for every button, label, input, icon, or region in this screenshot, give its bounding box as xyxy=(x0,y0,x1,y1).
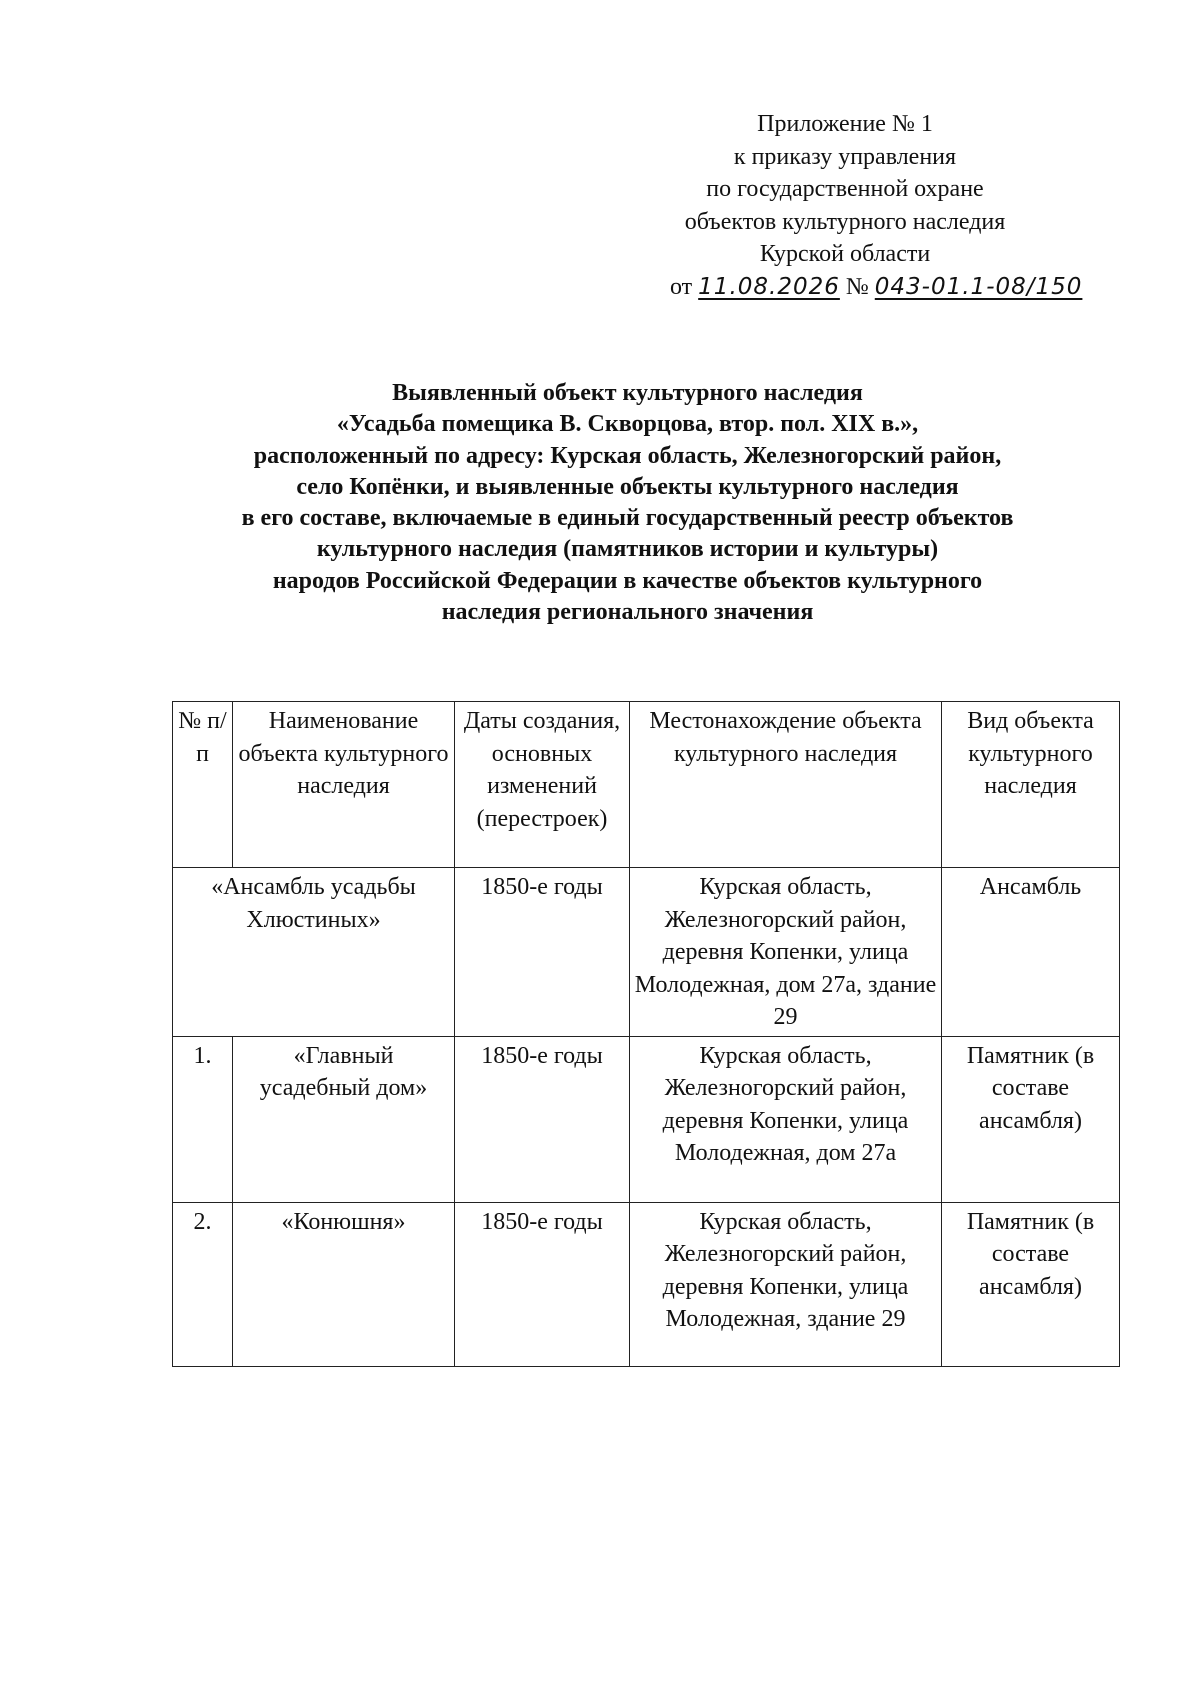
table-row-ensemble xyxy=(173,868,1120,1037)
header-name: Наименование объекта культурного наследия xyxy=(233,702,455,868)
order-date: 11.08.2026 xyxy=(698,273,840,300)
order-number: 043-01.1-08/150 xyxy=(874,273,1083,300)
row-type: Памятник (в составе ансамбля) xyxy=(942,1036,1120,1202)
appendix-line: по государственной охране xyxy=(706,176,984,202)
row-type: Памятник (в составе ансамбля) xyxy=(942,1202,1120,1366)
table-row xyxy=(173,1202,1120,1366)
row-number: 2. xyxy=(173,1202,233,1366)
appendix-line: к приказу управления xyxy=(733,143,957,170)
header-dates: Даты создания, основных изменений (перестроек) xyxy=(455,702,630,868)
header-type: Вид объекта культурного наследия xyxy=(942,702,1120,868)
document-title xyxy=(160,378,1095,628)
order-line xyxy=(640,271,1083,304)
appendix-line: Приложение № 1 xyxy=(757,111,933,137)
title-line: «Усадьба помещика В. Скворцова, втор. пол. XIX в.», xyxy=(336,411,919,438)
row-number: 1. xyxy=(173,1036,233,1202)
row-dates: 1850-е годы xyxy=(455,1202,630,1366)
appendix-line: объектов культурного наследия xyxy=(684,208,1006,235)
row-dates: 1850-е годы xyxy=(455,1036,630,1202)
ensemble-name: «Ансамбль усадьбы Хлюстиных» xyxy=(173,868,455,1037)
title-line: культурного наследия (памятников истории и культуры) xyxy=(316,536,939,563)
row-name: «Конюшня» xyxy=(233,1202,455,1366)
header-number: № п/п xyxy=(173,702,233,868)
ensemble-dates: 1850-е годы xyxy=(455,868,630,1037)
title-line: народов Российской Федерации в качестве объектов культурного xyxy=(272,567,983,594)
row-location: Курская область, Железногорский район, деревня Копенки, улица Молодежная, здание 29 xyxy=(630,1202,942,1366)
ensemble-location: Курская область, Железногорский район, деревня Копенки, улица Молодежная, дом 27а, здание 29 xyxy=(630,868,942,1037)
appendix-line: Курской области xyxy=(759,241,931,267)
appendix-block xyxy=(640,108,1083,303)
title-line: расположенный по адресу: Курская область, Железногорский район, xyxy=(253,442,1002,469)
title-line: наследия регионального значения xyxy=(441,599,814,626)
order-prefix: от xyxy=(670,273,693,300)
title-line: Выявленный объект культурного наследия xyxy=(392,380,863,406)
heritage-table xyxy=(172,701,1120,1367)
header-location: Местонахождение объекта культурного наследия xyxy=(630,702,942,868)
title-line: село Копёнки, и выявленные объекты культурного наследия xyxy=(296,473,959,500)
table-header-row xyxy=(173,702,1120,868)
title-line: в его составе, включаемые в единый государственный реестр объектов xyxy=(241,505,1014,532)
row-location: Курская область, Железногорский район, деревня Копенки, улица Молодежная, дом 27а xyxy=(630,1036,942,1202)
table-row xyxy=(173,1036,1120,1202)
ensemble-type: Ансамбль xyxy=(942,868,1120,1037)
order-number-prefix: № xyxy=(845,273,869,300)
row-name: «Главный усадебный дом» xyxy=(233,1036,455,1202)
